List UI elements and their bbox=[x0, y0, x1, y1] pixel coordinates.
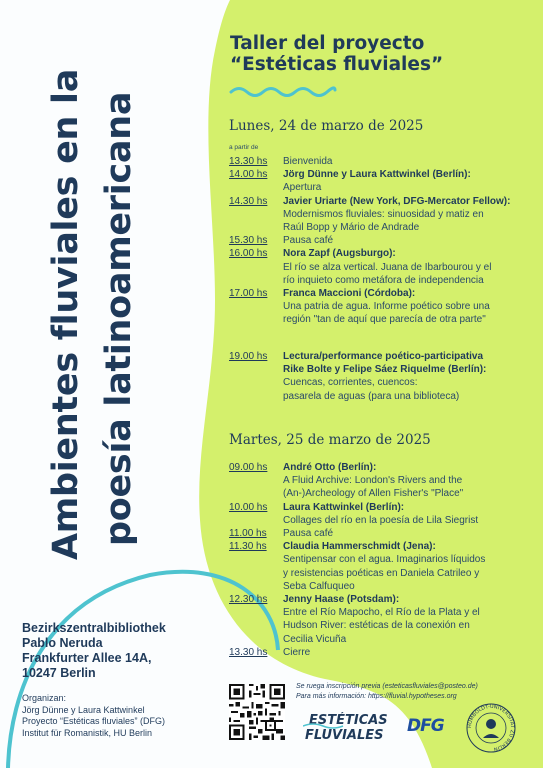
program-item bbox=[229, 593, 529, 646]
program-item bbox=[229, 168, 529, 194]
wave-icon bbox=[229, 85, 337, 99]
description-line: Cuencas, corrientes, cuencos: bbox=[283, 377, 418, 389]
program-time: 14.00 hs bbox=[229, 169, 268, 181]
day1-evening bbox=[229, 350, 529, 403]
organizers-line2: Proyecto “Estéticas fluviales” (DFG) bbox=[22, 716, 166, 726]
organizers-label: Organizan: bbox=[22, 693, 67, 703]
venue-line3: Frankfurter Allee 14A, bbox=[22, 651, 152, 665]
description-line: A Fluid Archive: London's Rivers and the bbox=[283, 475, 463, 487]
venue-address bbox=[22, 621, 166, 681]
workshop-header bbox=[230, 33, 443, 75]
workshop-header-line2: “Estéticas fluviales” bbox=[230, 54, 444, 75]
speaker-line: Franca Maccioni (Córdoba): bbox=[283, 288, 416, 300]
day2-heading: Martes, 25 de marzo de 2025 bbox=[229, 432, 431, 448]
program-time: 11.00 hs bbox=[229, 528, 267, 540]
program-content bbox=[283, 195, 529, 235]
program-item bbox=[229, 501, 529, 527]
esteticas-logo-line1: ESTÉTICAS bbox=[309, 713, 388, 728]
description-line: Modernismos fluviales: sinuosidad y matiz en bbox=[283, 208, 484, 220]
main-title-line2: poesía latinoamericana bbox=[99, 91, 139, 546]
speaker-line: Nora Zapf (Augsburgo): bbox=[283, 248, 396, 260]
speaker-line: Laura Kattwinkel (Berlín): bbox=[283, 501, 405, 513]
description-line: Apertura bbox=[283, 182, 322, 194]
program-content bbox=[283, 287, 529, 327]
organizers bbox=[22, 693, 165, 739]
day1-heading: Lunes, 24 de marzo de 2025 bbox=[229, 118, 424, 134]
a-partir-label: a partir de bbox=[229, 144, 259, 151]
program-item bbox=[229, 527, 529, 540]
venue-line2: Pablo Neruda bbox=[22, 636, 103, 650]
registration-line2[interactable]: Para más información: https://fluvial.hypotheses.org bbox=[296, 693, 457, 700]
description-line: Hudson River: estéticas de la conexión en bbox=[283, 620, 470, 632]
program-time: 17.00 hs bbox=[229, 288, 268, 300]
program-item bbox=[229, 540, 529, 593]
description-line: Cierre bbox=[283, 646, 311, 658]
description-line: Cecilia Vicuña bbox=[283, 633, 347, 645]
description-line: y resistencias poéticas en Daniela Catrileo y bbox=[283, 567, 480, 579]
description-line: Collages del río en la poesía de Lila Siegrist bbox=[283, 514, 479, 526]
description-line: Entre el Río Mapocho, el Río de la Plata y el bbox=[283, 607, 480, 619]
description-line: región "tan de aquí que parecía de otra parte" bbox=[283, 314, 486, 326]
humboldt-seal-icon bbox=[465, 702, 517, 754]
program-item bbox=[229, 461, 529, 501]
registration-info bbox=[296, 682, 516, 702]
program-time: 12.30 hs bbox=[229, 594, 268, 606]
day1-program bbox=[229, 155, 529, 327]
program-content bbox=[283, 234, 529, 247]
description-line: Sentipensar con el agua. Imaginarios líquidos bbox=[283, 554, 486, 566]
program-content bbox=[283, 527, 529, 540]
program-item bbox=[229, 287, 529, 327]
program-time: 15.30 hs bbox=[229, 235, 268, 247]
program-content bbox=[283, 168, 529, 194]
program-item bbox=[229, 646, 529, 659]
organizers-line3: Institut für Romanistik, HU Berlin bbox=[22, 727, 153, 738]
registration-line1[interactable]: Se ruega inscripción previa (esteticasfluviales@posteo.de) bbox=[296, 683, 478, 690]
description-line: (An-)Archeology of Allen Fisher's "Place" bbox=[283, 488, 464, 500]
program-time: 16.00 hs bbox=[229, 248, 268, 260]
program-time: 13.30 hs bbox=[229, 646, 268, 658]
description-line: Pausa café bbox=[283, 235, 334, 247]
day2-program bbox=[229, 461, 529, 659]
venue-line1: Bezirkszentralbibliothek bbox=[22, 621, 166, 635]
speaker-line: Lectura/performance poético-participativa bbox=[283, 351, 484, 362]
description-line: Pausa café bbox=[283, 528, 334, 540]
program-content bbox=[283, 593, 529, 646]
speaker-line: André Otto (Berlín): bbox=[283, 462, 377, 473]
description-line: Una patria de agua. Informe poético sobre una bbox=[283, 301, 490, 313]
program-time: 13.30 hs bbox=[229, 156, 268, 167]
workshop-header-line1: Taller del proyecto bbox=[230, 33, 425, 54]
program-item bbox=[229, 247, 529, 287]
program-content bbox=[283, 350, 529, 403]
program-time: 09.00 hs bbox=[229, 462, 268, 473]
program-time: 14.30 hs bbox=[229, 195, 268, 207]
qr-code-icon[interactable] bbox=[229, 684, 285, 740]
program-time: 19.00 hs bbox=[229, 351, 268, 362]
program-content bbox=[283, 501, 529, 527]
program-content bbox=[283, 646, 529, 659]
speaker-line: Rike Bolte y Felipe Sáez Riquelme (Berlín): bbox=[283, 364, 487, 376]
seal-text: HUMBOLDT-UNIVERSITÄT ZU BERLIN bbox=[466, 703, 516, 752]
main-title-line1: Ambientes fluviales en la bbox=[46, 68, 86, 560]
program-item bbox=[229, 234, 529, 247]
description-line: El río se alza vertical. Juana de Ibarbourou y el bbox=[283, 261, 492, 273]
description-line: Seba Calfuqueo bbox=[283, 580, 355, 592]
dfg-logo: DFG bbox=[407, 716, 444, 736]
main-title bbox=[0, 0, 139, 600]
program-item bbox=[229, 350, 529, 403]
program-item bbox=[229, 155, 529, 168]
program-content bbox=[283, 155, 529, 168]
speaker-line: Jörg Dünne y Laura Kattwinkel (Berlín): bbox=[283, 169, 471, 181]
esteticas-logo-line2: FLUVIALES bbox=[305, 728, 384, 742]
program-content bbox=[283, 247, 529, 287]
speaker-line: Claudia Hammerschmidt (Jena): bbox=[283, 541, 436, 553]
description-line: río inquieto como metáfora de independencia bbox=[283, 274, 484, 286]
program-content bbox=[283, 540, 529, 593]
venue-line4: 10247 Berlin bbox=[22, 666, 96, 680]
description-line: Bienvenida bbox=[283, 156, 333, 167]
speaker-line: Javier Uriarte (New York, DFG-Mercator Fellow): bbox=[283, 195, 511, 207]
program-time: 11.30 hs bbox=[229, 541, 267, 553]
description-line: Raúl Bopp y Mário de Andrade bbox=[283, 222, 420, 234]
organizers-line1: Jörg Dünne y Laura Kattwinkel bbox=[22, 704, 145, 715]
speaker-line: Jenny Haase (Potsdam): bbox=[283, 594, 400, 606]
description-line: pasarela de aguas (para una biblioteca) bbox=[283, 390, 460, 402]
program-time: 10.00 hs bbox=[229, 501, 268, 513]
program-content bbox=[283, 461, 529, 501]
esteticas-fluviales-logo bbox=[303, 712, 393, 742]
program-item bbox=[229, 195, 529, 235]
